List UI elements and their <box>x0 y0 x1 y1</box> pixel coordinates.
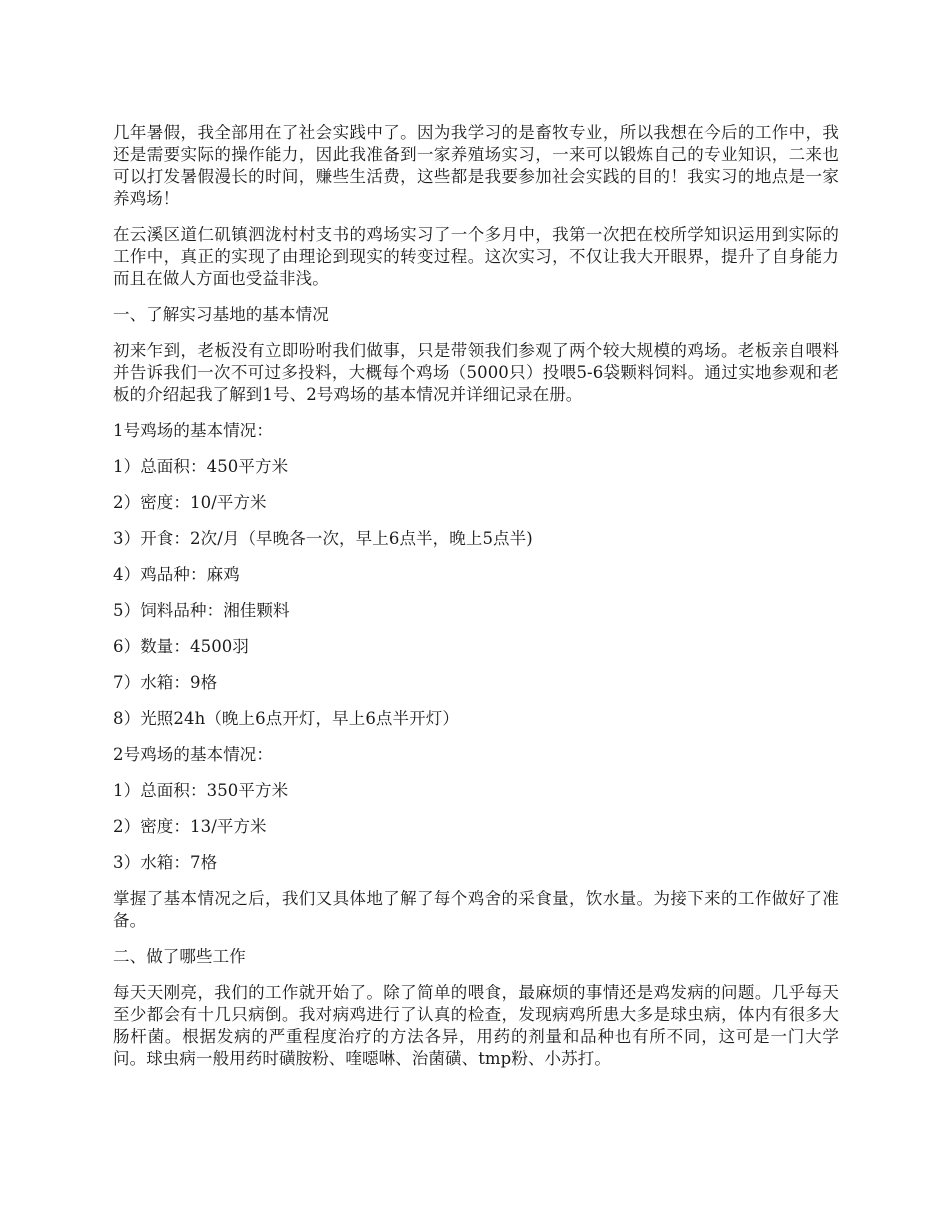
text-line: 8）光照24h（晚上6点开灯，早上6点半开灯） <box>113 709 459 728</box>
paragraph: 掌握了基本情况之后，我们又具体地了解了每个鸡舍的采食量，饮水量。为接下来的工作做好了准备。 <box>113 889 839 930</box>
text-line: 3）开食：2次/月（早晚各一次，早上6点半，晚上5点半) <box>113 529 533 548</box>
paragraph: 几年暑假，我全部用在了社会实践中了。因为我学习的是畜牧专业，所以我想在今后的工作中，我还是需要实际的操作能力，因此我准备到一家养殖场实习，一来可以锻炼自己的专业知识，二来也可以打发暑假漫长的时间，赚些生活费，这些都是我要参加社会实践的目的！我实习的地点是一家养鸡场！ <box>113 123 839 208</box>
paragraph: 在云溪区道仁矶镇泗泷村村支书的鸡场实习了一个多月中，我第一次把在校所学知识运用到实际的工作中，真正的实现了由理论到现实的转变过程。这次实习，不仅让我大开眼界，提升了自身能力而且在做人方面也受益非浅。 <box>113 225 839 288</box>
paragraph: 初来乍到，老板没有立即吩咐我们做事，只是带领我们参观了两个较大规模的鸡场。老板亲自喂料并告诉我们一次不可过多投料，大概每个鸡场（5000只）投喂5-6袋颗料饲料。通过实地参观和老板的介绍起我了解到1号、2号鸡场的基本情况并详细记录在册。 <box>113 341 839 404</box>
document-body <box>113 122 839 1084</box>
text-line: 2）密度：10/平方米 <box>113 493 267 512</box>
text-line: 4）鸡品种：麻鸡 <box>113 565 240 584</box>
text-line: 1）总面积：350平方米 <box>113 781 289 800</box>
text-line: 一、了解实习基地的基本情况 <box>113 305 329 324</box>
text-line: 1号鸡场的基本情况： <box>113 421 273 440</box>
text-line: 2）密度：13/平方米 <box>113 817 267 836</box>
text-line: 2号鸡场的基本情况： <box>113 745 273 764</box>
text-line: 二、做了哪些工作 <box>113 947 246 966</box>
text-line: 5）饲料品种：湘佳颗料 <box>113 601 290 620</box>
text-line: 1）总面积：450平方米 <box>113 457 289 476</box>
text-line: 6）数量：4500羽 <box>113 637 249 656</box>
paragraph: 每天天刚亮，我们的工作就开始了。除了简单的喂食，最麻烦的事情还是鸡发病的问题。几乎每天至少都会有十几只病倒。我对病鸡进行了认真的检查，发现病鸡所患大多是球虫病，体内有很多大肠杆菌。根据发病的严重程度治疗的方法各异，用药的剂量和品种也有所不同，这可是一门大学问。球虫病一般用药时磺胺粉、喹噁啉、治菌磺、tmp粉、小苏打。 <box>113 983 839 1068</box>
text-line: 7）水箱：9格 <box>113 673 218 692</box>
text-line: 3）水箱：7格 <box>113 853 218 872</box>
